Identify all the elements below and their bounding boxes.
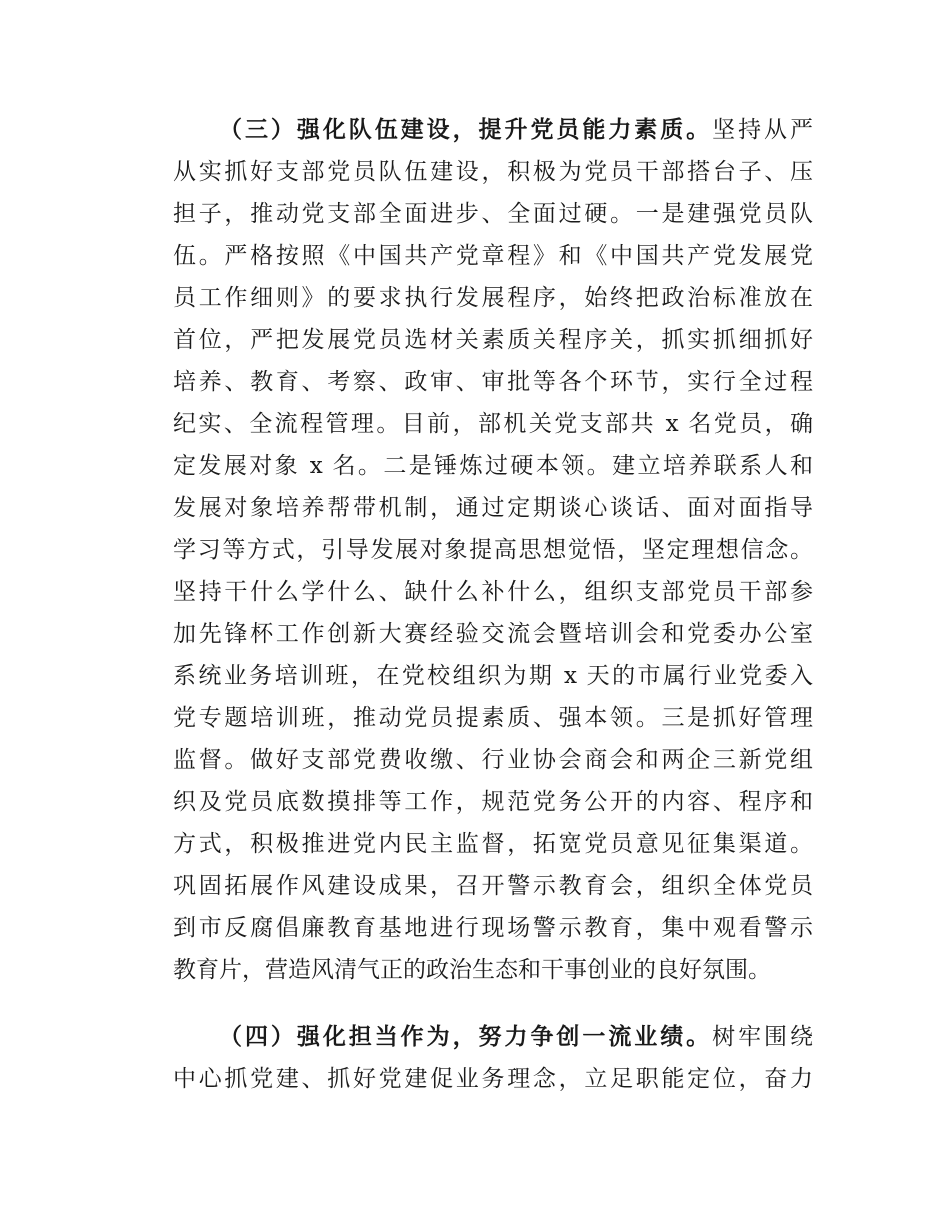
first-line-text: 坚持从严 <box>712 117 814 143</box>
text-line: 系统业务培训班，在党校组织为期 x 天的市属行业党委入 <box>173 663 813 689</box>
text-line: 纪实、全流程管理。目前，部机关党支部共 x 名党员，确 <box>173 411 813 437</box>
text-line: 伍。严格按照《中国共产党章程》和《中国共产党发展党 <box>173 243 813 269</box>
text-line: 方式，积极推进党内民主监督，拓宽党员意见征集渠道。 <box>173 831 813 857</box>
text-line: 员工作细则》的要求执行发展程序，始终把政治标准放在 <box>173 285 813 311</box>
text-line: 织及党员底数摸排等工作，规范党务公开的内容、程序和 <box>173 789 813 815</box>
paragraph-first-line <box>173 1016 813 1058</box>
text-line: 巩固拓展作风建设成果，召开警示教育会，组织全体党员 <box>173 873 813 899</box>
text-line: 教育片，营造风清气正的政治生态和干事创业的良好氛围。 <box>173 957 771 983</box>
text-line: 党专题培训班，推动党员提素质、强本领。三是抓好管理 <box>173 705 813 731</box>
text-line: 发展对象培养帮带机制，通过定期谈心谈话、面对面指导 <box>173 495 813 521</box>
text-line: 首位，严把发展党员选材关素质关程序关，抓实抓细抓好 <box>173 327 813 353</box>
text-line: 监督。做好支部党费收缴、行业协会商会和两企三新党组 <box>173 747 813 773</box>
text-line: 从实抓好支部党员队伍建设，积极为党员干部搭台子、压 <box>173 159 813 185</box>
paragraph-section-4 <box>173 1016 813 1100</box>
section-heading: （三）强化队伍建设，提升党员能力素质。 <box>219 117 713 143</box>
paragraph-first-line <box>173 109 813 151</box>
text-line: 担子，推动党支部全面进步、全面过硬。一是建强党员队 <box>173 201 813 227</box>
paragraph-section-3 <box>173 109 813 991</box>
text-line: 学习等方式，引导发展对象提高思想觉悟，坚定理想信念。 <box>173 537 813 563</box>
text-line: 加先锋杯工作创新大赛经验交流会暨培训会和党委办公室 <box>173 621 813 647</box>
section-heading: （四）强化担当作为，努力争创一流业绩。 <box>219 1024 713 1050</box>
first-line-text: 树牢围绕 <box>712 1024 814 1050</box>
text-line: 坚持干什么学什么、缺什么补什么，组织支部党员干部参 <box>173 579 813 605</box>
text-line: 中心抓党建、抓好党建促业务理念，立足职能定位，奋力 <box>173 1066 813 1092</box>
text-line: 培养、教育、考察、政审、审批等各个环节，实行全过程 <box>173 369 813 395</box>
text-line: 定发展对象 x 名。二是锤炼过硬本领。建立培养联系人和 <box>173 453 813 479</box>
text-line: 到市反腐倡廉教育基地进行现场警示教育，集中观看警示 <box>173 915 813 941</box>
